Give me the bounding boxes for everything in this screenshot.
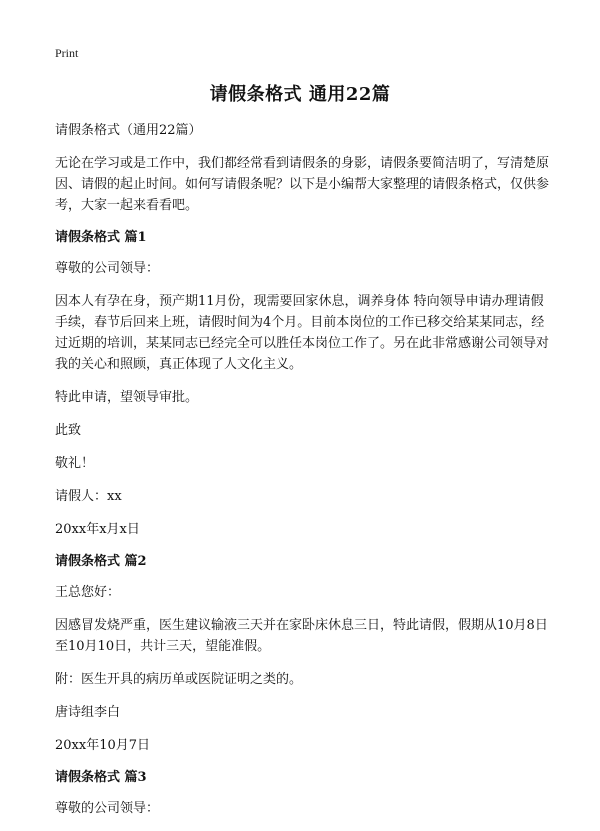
salutation: 尊敬的公司领导：	[55, 261, 160, 276]
salutation: 王总您好：	[55, 585, 121, 600]
date-line: 20xx年10月7日	[55, 738, 151, 753]
body-paragraph: 附：医生开具的病历单或医院证明之类的。	[55, 672, 303, 687]
subtitle: 请假条格式（通用22篇）	[55, 123, 202, 138]
date-line: 20xx年x月x日	[55, 522, 140, 537]
print-link[interactable]: Print	[55, 46, 79, 60]
section-heading: 请假条格式 篇2	[55, 554, 147, 569]
section-1	[55, 228, 555, 540]
closing-line: 敬礼！	[55, 456, 95, 471]
section-3	[55, 768, 555, 819]
body-paragraph: 因感冒发烧严重，医生建议输液三天并在家卧床休息三日，特此请假，假期从10月8日至10月10日，共计三天，望能准假。	[55, 618, 548, 654]
section-2	[55, 552, 555, 756]
body-paragraph: 因本人有孕在身，预产期11月份，现需要回家休息，调养身体 特向领导申请办理请假手续，春节后回来上班，请假时间为4个月。目前本岗位的工作已移交给某某同志，经过近期的培训，某某同志已经完全可以胜任本岗位工作了。另在此非常感谢公司领导对我的关心和照顾，真正体现了人文化主义。	[55, 294, 550, 372]
salutation: 尊敬的公司领导：	[55, 801, 160, 816]
body-paragraph: 特此申请，望领导审批。	[55, 390, 199, 405]
intro-paragraph: 无论在学习或是工作中，我们都经常看到请假条的身影，请假条要简洁明了，写清楚原因、请假的起止时间。如何写请假条呢？以下是小编帮大家整理的请假条格式，仅供参考，大家一起来看看吧。	[55, 156, 550, 213]
article-body	[55, 120, 555, 831]
page-title: 请假条格式 通用22篇	[209, 84, 391, 105]
signature-line: 唐诗组李白	[55, 705, 121, 720]
signature-line: 请假人：xx	[55, 489, 122, 504]
section-heading: 请假条格式 篇3	[55, 770, 147, 785]
closing-line: 此致	[55, 423, 82, 438]
section-heading: 请假条格式 篇1	[55, 230, 147, 245]
